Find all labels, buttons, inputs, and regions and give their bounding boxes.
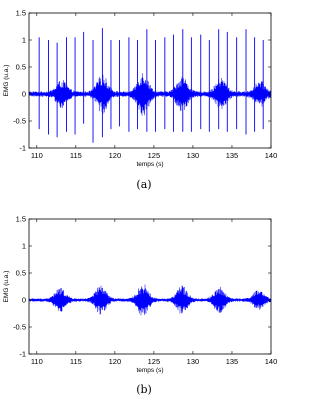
panel-b <box>3 215 277 396</box>
x-tick-label: 115 <box>69 357 82 366</box>
emg-signal-trace <box>30 285 271 316</box>
y-tick-label: 0 <box>21 89 26 99</box>
axes-frame <box>29 13 271 148</box>
x-tick-label: 110 <box>30 357 43 366</box>
y-axis-label: EMG (u.a.) <box>3 64 10 97</box>
panel-caption: (a) <box>136 178 152 191</box>
y-tick-label: -0.5 <box>13 116 26 126</box>
x-tick-label: 130 <box>186 357 200 366</box>
x-tick-label: 125 <box>147 151 161 160</box>
panel-a <box>3 9 277 191</box>
y-tick-label: 1.5 <box>15 214 26 224</box>
panel-caption: (b) <box>136 383 152 396</box>
y-tick-label: 1.5 <box>15 8 26 18</box>
y-tick-label: -0.5 <box>13 322 26 332</box>
x-tick-label: 135 <box>225 151 239 160</box>
x-axis-label: temps (s) <box>136 161 164 168</box>
y-tick-label: 1 <box>21 35 26 45</box>
emg-signal-trace <box>30 73 271 115</box>
y-tick-label: 0.5 <box>15 62 26 72</box>
y-axis-label: EMG (u.a.) <box>3 270 10 303</box>
x-tick-label: 125 <box>147 357 161 366</box>
x-tick-label: 120 <box>108 151 122 160</box>
x-tick-label: 140 <box>264 151 277 160</box>
y-tick-label: 0 <box>21 295 26 305</box>
x-tick-label: 140 <box>264 357 277 366</box>
y-tick-label: -1 <box>19 143 26 153</box>
x-tick-label: 110 <box>30 151 43 160</box>
axes-frame <box>29 219 271 354</box>
x-tick-label: 115 <box>69 151 82 160</box>
y-tick-label: 0.5 <box>15 268 26 278</box>
y-tick-label: -1 <box>19 349 26 359</box>
x-tick-label: 120 <box>108 357 122 366</box>
y-tick-label: 1 <box>21 241 26 251</box>
x-tick-label: 135 <box>225 357 239 366</box>
x-tick-label: 130 <box>186 151 200 160</box>
x-axis-label: temps (s) <box>136 367 164 374</box>
